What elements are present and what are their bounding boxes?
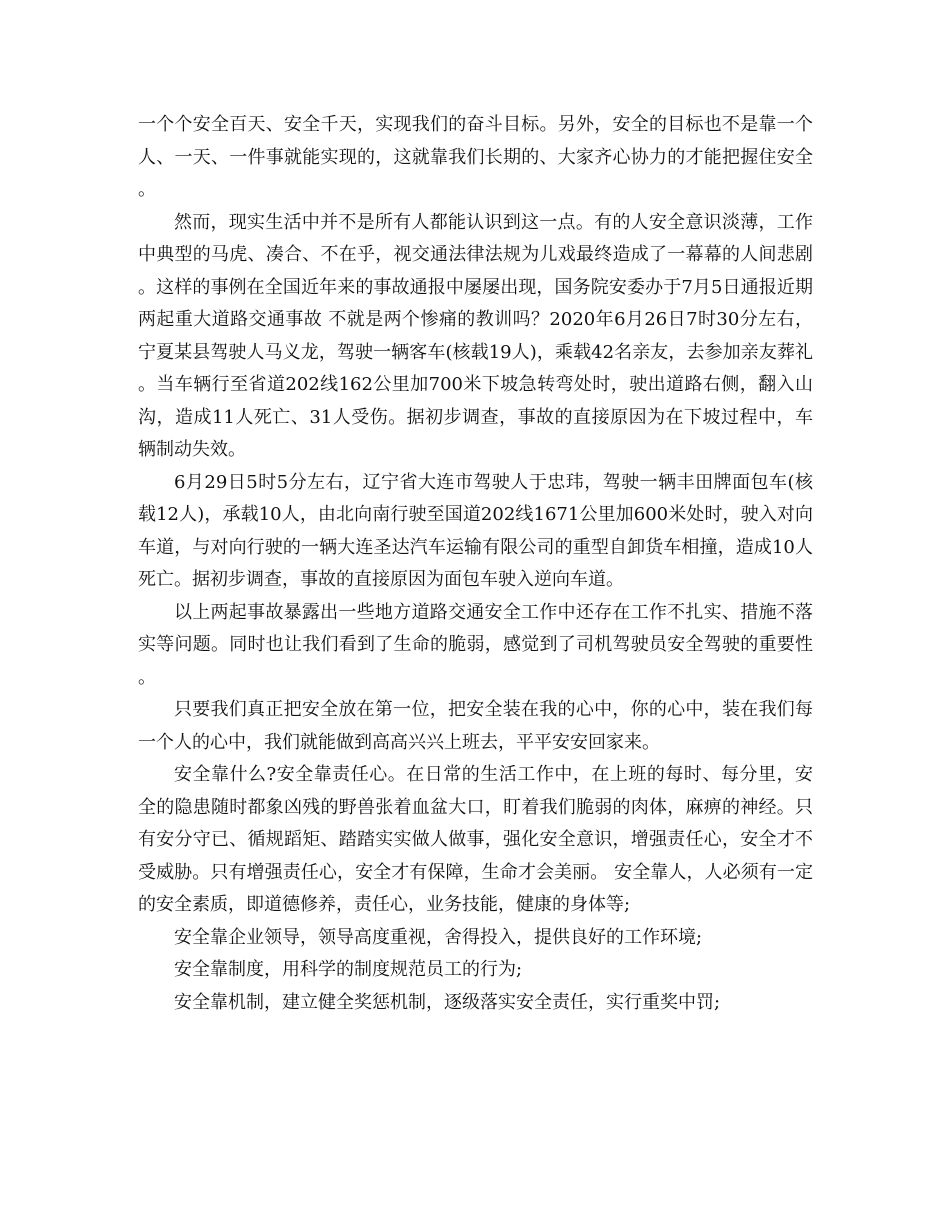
paragraph-8: 安全靠制度，用科学的制度规范员工的行为; [174,959,523,980]
paragraph-5: 只要我们真正把安全放在第一位，把安全装在我的心中，你的心中，装在我们每一个人的心中，我们就能做到高高兴兴上班去，平平安安回家来。 [138,699,813,753]
paragraph-1: 一个个安全百天、安全千天，实现我们的奋斗目标。另外，安全的目标也不是靠一个人、一天、一件事就能实现的，这就靠我们长期的、大家齐心协力的才能把握住安全。 [138,114,813,200]
paragraph-9: 安全靠机制，建立健全奖惩机制，逐级落实安全责任，实行重奖中罚; [174,991,721,1013]
document-body [138,109,813,1019]
paragraph-3: 6月29日5时5分左右，辽宁省大连市驾驶人于忠玮，驾驶一辆丰田牌面包车(核载12人)，承载10人，由北向南行驶至国道202线1671公里加600米处时，驶入对向车道，与对向行驶的一辆大连圣达汽车运输有限公司的重型自卸货车相撞，造成10人死亡。据初步调查，事故的直接原因为面包车驶入逆向车道。 [138,471,813,590]
paragraph-6: 安全靠什么?安全靠责任心。在日常的生活工作中，在上班的每时、每分里，安全的隐患随时都象凶残的野兽张着血盆大口，盯着我们脆弱的肉体，麻痹的神经。只有安分守已、循规蹈矩、踏踏实实做人做事，强化安全意识，增强责任心，安全才不受威胁。只有增强责任心，安全才有保障，生命才会美丽。 安全靠人，人必须有一定的安全素质，即道德修养，责任心，业务技能，健康的身体等; [138,764,813,915]
paragraph-2: 然而，现实生活中并不是所有人都能认识到这一点。有的人安全意识淡薄，工作中典型的马虎、凑合、不在乎，视交通法律法规为儿戏最终造成了一幕幕的人间悲剧。这样的事例在全国近年来的事故通报中屡屡出现，国务院安委办于7月5日通报近期两起重大道路交通事故 不就是两个惨痛的教训吗？2020年6月26日7时30分左右，宁夏某县驾驶人马义龙，驾驶一辆客车(核载19人)，乘载42名亲友，去参加亲友葬礼。当车辆行至省道202线162公里加700米下坡急转弯处时，驶出道路右侧，翻入山沟，造成11人死亡、31人受伤。据初步调查，事故的直接原因为在下坡过程中，车辆制动失效。 [138,211,813,460]
paragraph-7: 安全靠企业领导，领导高度重视，舍得投入，提供良好的工作环境; [174,926,703,948]
paragraph-4: 以上两起事故暴露出一些地方道路交通安全工作中还存在工作不扎实、措施不落实等问题。同时也让我们看到了生命的脆弱，感觉到了司机驾驶员安全驾驶的重要性。 [138,601,813,688]
